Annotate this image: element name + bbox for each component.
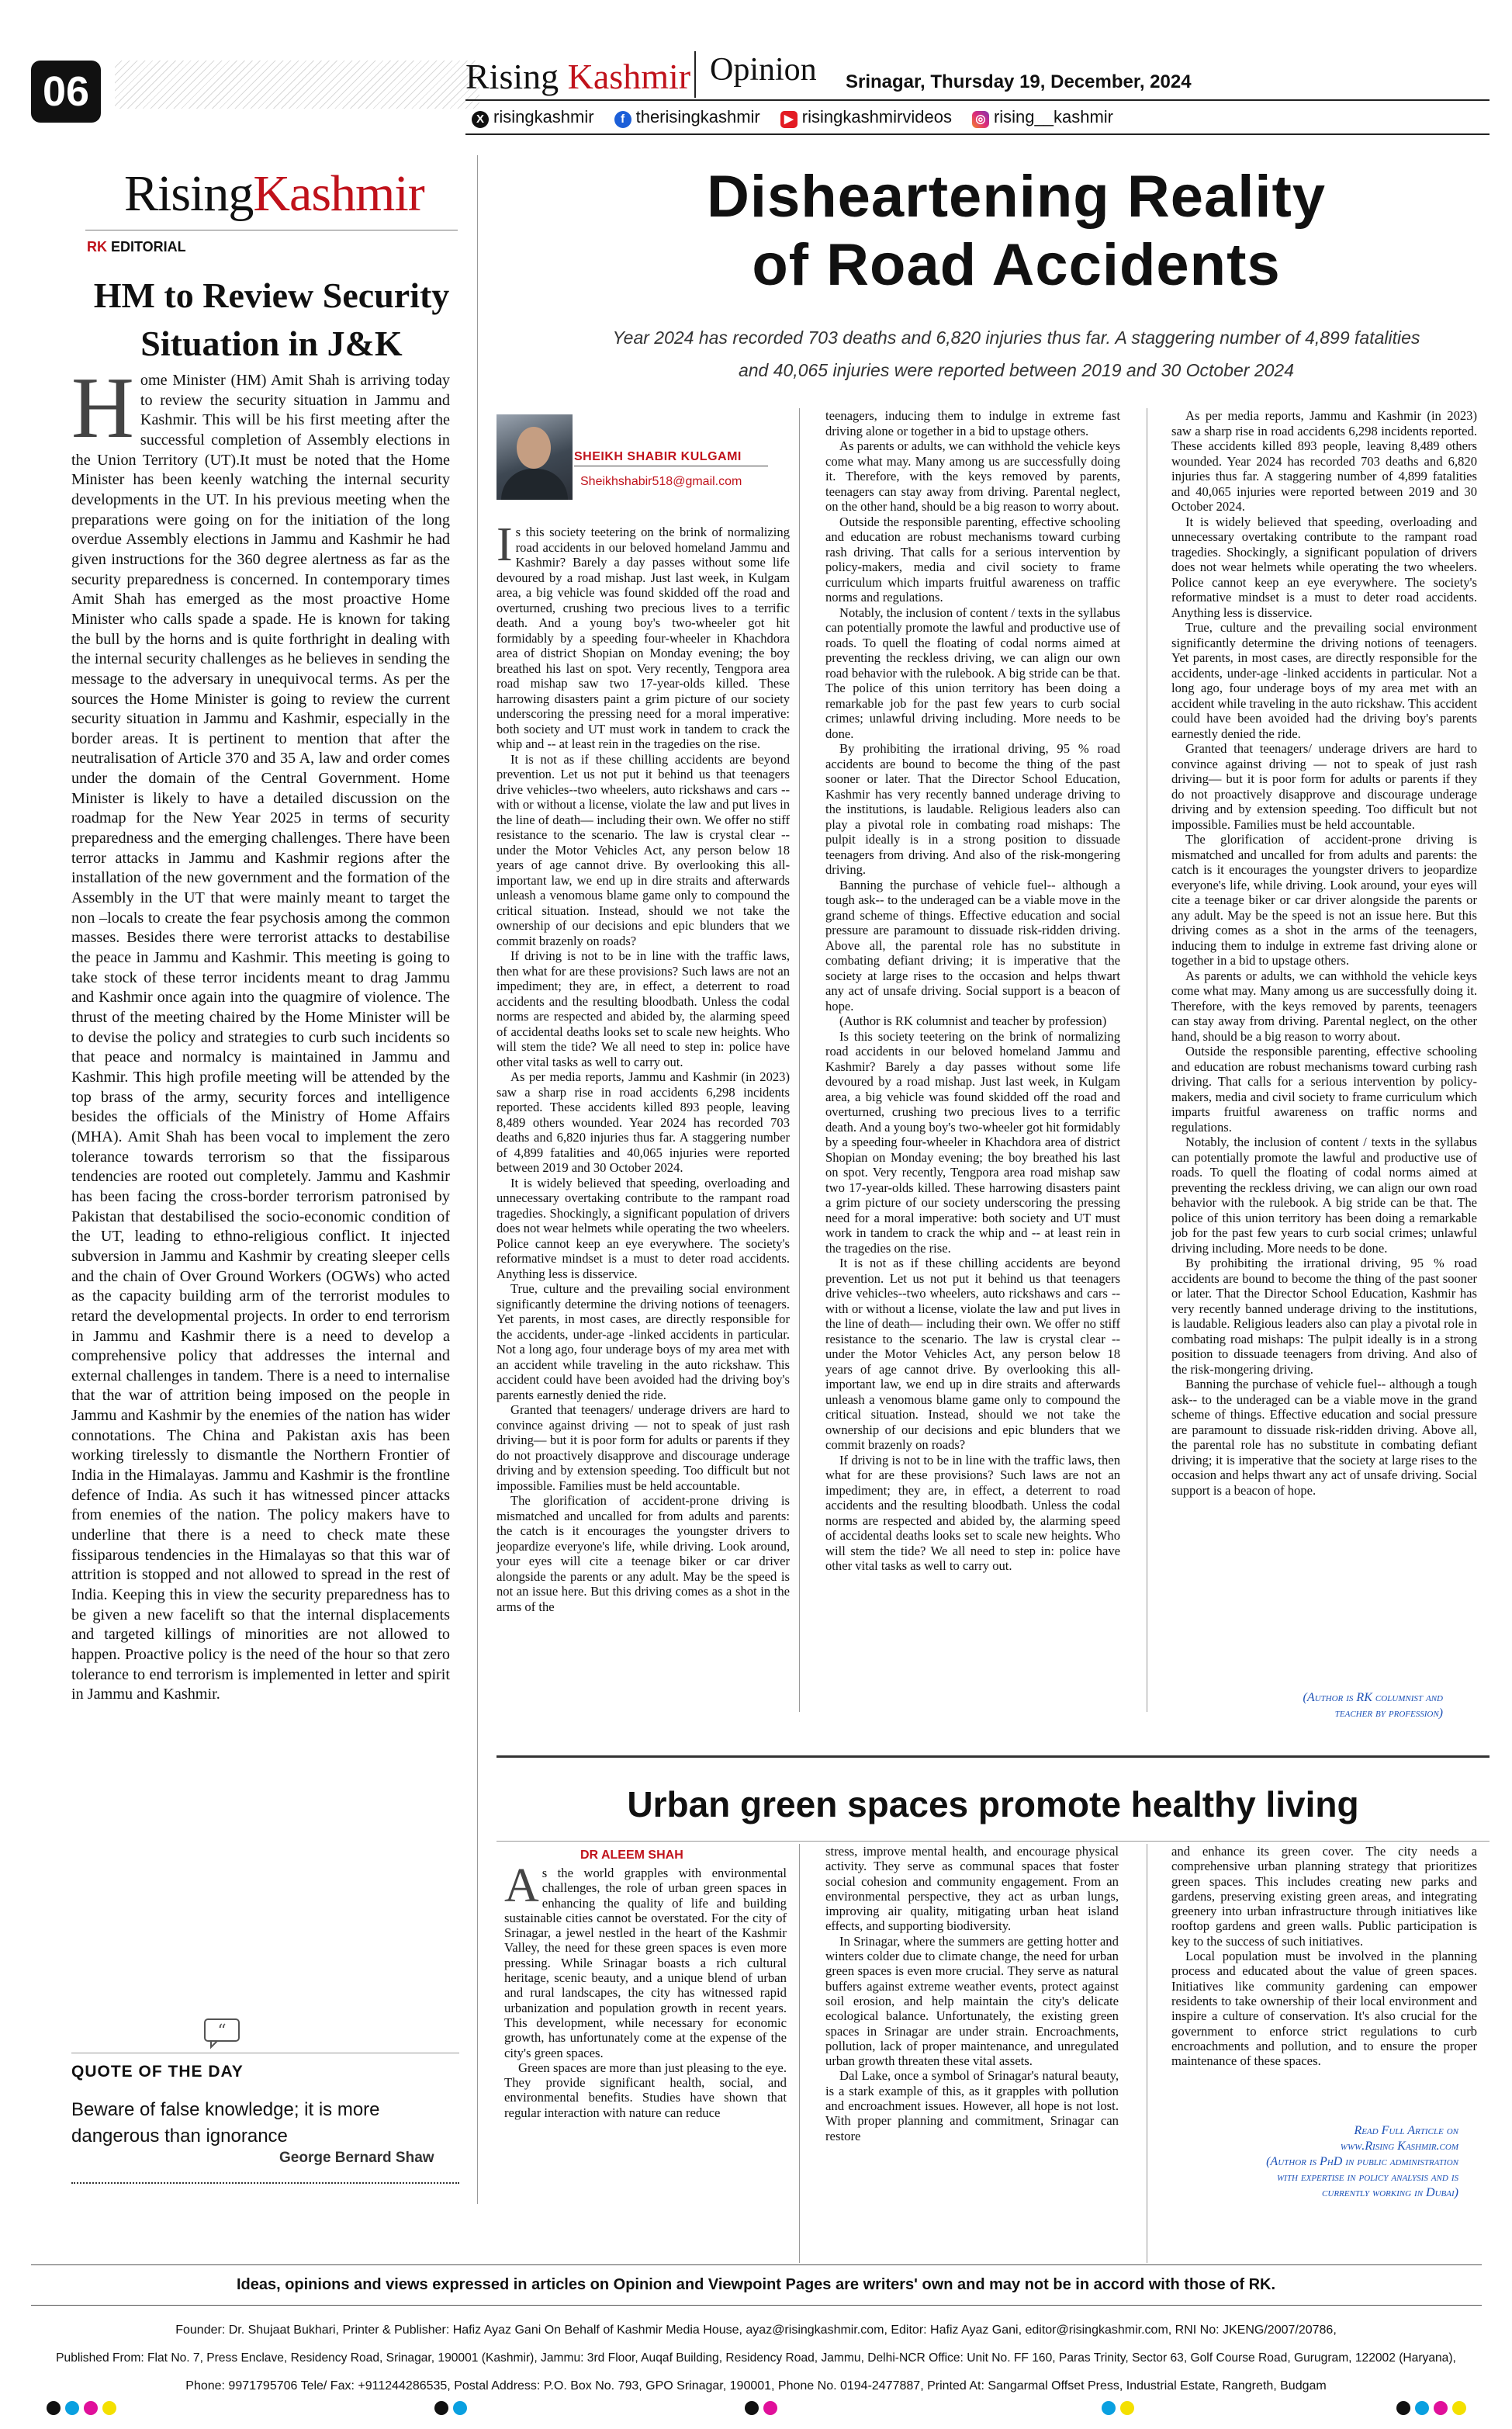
footer-line-3: Phone: 9971795706 Tele/ Fax: +911244286535, Postal Address: P.O. Box No. 793, GPO Srinagar, 190001, Phone No. 0194-2477887, Printed At: Sangarmal Offset Press, Industrial Estate, Rangreth, Budgam (185, 2379, 1327, 2393)
social-links (472, 107, 1113, 128)
svg-text:“: “ (217, 2022, 227, 2041)
author-photo (497, 414, 573, 500)
quote-label: QUOTE OF THE DAY (71, 2063, 244, 2081)
social-facebook[interactable]: f therisingkashmir (614, 107, 760, 128)
youtube-icon: ▶ (780, 111, 798, 128)
section-name: Opinion (710, 52, 817, 88)
registration-marks (0, 2401, 1512, 2417)
footer-rule (31, 2305, 1482, 2306)
article2-column-2: stress, improve mental health, and encourage physical activity. They serve as communal spaces that foster social cohesion and community engagement. From an environmental perspective, they act as urban lungs, improving air quality, mitigating urban heat island effects, and supporting biodiversity. In Srinagar, where the summers are getting hotter and winters colder due to climate change, the need for urban green spaces is even more crucial. They serve as natural buffers against extreme weather events, protect against soil erosion, and help maintain the city's delicate ecological balance. Unfortunately, the existing green spaces in Srinagar are under strain. Encroachments, pollution, lack of proper maintenance, and unregulated urban growth threaten these vital assets. Dal Lake, once a symbol of Srinagar's natural beauty, is a stark example of this, as it grapples with pollution and encroachment issues. However, all hope is not lost. With proper planning and commitment, Srinagar can restore (825, 1844, 1119, 2143)
quote-dotted-rule (71, 2182, 459, 2184)
article2-column-1: As the world grapples with environmental challenges, the role of urban green spaces in enhancing the quality of life and building sustainable cities cannot be overstated. For the city of Srinagar, a jewel nestled in the heart of the Kashmir Valley, the need for these green spaces is even more pressing. While Srinagar boasts a rich cultural heritage, scenic beauty, and a unique blend of urban and rural landscapes, the city has witnessed rapid urbanization and population growth in recent years. This development, while necessary for economic growth, has unfortunately come at the expense of the city's green spaces. Green spaces are more than just pleasing to the eye. They provide significant health, social, and environmental benefits. Studies have shown that regular interaction with nature can reduce (504, 1859, 787, 2120)
quote-text: Beware of false knowledge; it is more dangerous than ignorance (71, 2099, 380, 2147)
editorial-dropcap: H (71, 360, 134, 456)
footer-rule (31, 2264, 1482, 2265)
column-rule (799, 408, 800, 1712)
article-dropcap: I (497, 518, 513, 571)
social-youtube[interactable]: ▶ risingkashmirvideos (780, 107, 952, 128)
footer-disclaimer: Ideas, opinions and views expressed in articles on Opinion and Viewpoint Pages are writers' own and may not be in accord with those of RK. (236, 2276, 1276, 2293)
instagram-icon: ◎ (972, 111, 989, 128)
article2-author-note: Read Full Article on www.Rising Kashmir.com (Author is PhD in public administration with expertise in policy analysis and is currently working in Dubai) (1266, 2124, 1458, 2199)
header-rule-bottom (465, 133, 1490, 135)
page-column-divider (477, 155, 478, 2204)
page-number: 06 (31, 61, 101, 123)
rk-logo: RisingKashmir (124, 165, 424, 222)
x-icon: X (472, 111, 489, 128)
editorial-title: HM to Review Security Situation in J&K (93, 275, 450, 363)
article-author: SHEIKH SHABIR KULGAMI (574, 450, 742, 463)
article-column-1: Is this society teetering on the brink of normalizing road accidents in our beloved homeland Jammu and Kashmir? Barely a day passes without some life devoured by a road mishap. Just last week, in Kulgam area, a big vehicle was found skidded off the road and overturned, crushing two precious lives to a terrific death. And a young boy's two-wheeler got hit formidably by a speeding four-wheeler in Khachdora area of district Shopian on Monday evening; the boy breathed his last on spot. Very recently, Tengpora area road mishap saw two 17-year-olds killed. These harrowing disasters paint a grim picture of our society underscoring the pressing need for a moral imperative: both society and UT must work in tandem to crack the whip and -- at least rein in the tragedies on the rise. It is not as if these chilling accidents are beyond prevention. Let us not put it behind us that teenagers drive vehicles--two wheelers, auto rickshaws and cars -- with or without a license, violate the law and put lives in the line of death— including their own. We offer no stiff resistance to the scenario. The law is crystal clear -- under the Motor Vehicles Act, any person below 18 years of age cannot drive. By overlooking this all-important law, we end up in dire straits and afterwards unleash a venomous blame game only to compound the critical situation. Instead, should we not take the ownership of our decisions and epic blunders that we commit brazenly on roads? If driving is not to be in line with the traffic laws, then what for are these provisions? Such laws are not an impediment; they are, in effect, a deterrent to road accidents and the resulting bloodbath. Unless the codal norms are respected and abided by, the alarming speed of accidental deaths looks set to scale new heights. Who will stem the tide? We all need to step in: police have other vital tasks as well to carry out. As per media reports, Jammu and Kashmir (in 2023) saw a sharp rise in road accidents 6,298 incidents reported. These accidents killed 893 people, leaving 8,489 others wounded. Year 2024 has recorded 703 deaths and 6,820 injuries thus far. A staggering number of 4,899 fatalities and 40,065 injuries were reported between 2019 and 30 October 2024. It is widely believed that speeding, overloading and unnecessary overtaking contribute to the rampant road tragedies. Shockingly, a significant population of drivers does not wear helmets while operating the two wheelers. Police cannot keep an eye everywhere. The society's reformative mindset is a must to deter road accidents. Anything less is disservice. True, culture and the prevailing social environment significantly determine the driving notions of teenagers. Yet parents, in most cases, are directly responsible for the accidents, under-age -linked accidents in particular. Not a long ago, four underage boys of my area met with an accident while traveling in the auto rickshaw. This accident could have been avoided had the driving boy's parents earnestly denied the ride. Granted that teenagers/ underage drivers are hard to convince against driving — not to speak of just rash driving— but it is poor form for adults or parents if they do not proactively disapprove and discourage underage driving and by extension speeding. Too difficult but not impossible. Families must be held accountable. The glorification of accident-prone driving is mismatched and uncalled for from adults and parents: the catch is it encourages the youngster drivers to jeopardize everyone's life, while driving. Look around, your eyes will cite a teenage biker or car driver alongside the parents or any adult. May be the speed is not an issue here. But this driving comes as a shot in the arms of the (497, 518, 790, 1614)
article2-dropcap: A (504, 1859, 539, 1912)
dateline: Srinagar, Thursday 19, December, 2024 (846, 71, 1192, 92)
masthead-first: Rising (465, 57, 568, 96)
article2-top-rule (497, 1755, 1490, 1758)
article2-column-3: and enhance its green cover. The city needs a comprehensive urban planning strategy that prioritizes green spaces. This includes creating new parks and gardens, preserving existing green areas, and integrating greenery into urban infrastructure through initiatives like rooftop gardens and green walls. Public participation is key to the success of such initiatives. Local population must be involved in the planning process and educated about the value of green spaces. Initiatives like community gardening can empower residents to take ownership of their local environment and inspire a culture of conservation. It's also crucial for the government to enforce strict regulations to curb encroachments and pollution, and to ensure the proper maintenance of these spaces. (1171, 1844, 1477, 2069)
article2-title: Urban green spaces promote healthy living (627, 1784, 1359, 1824)
footer-line-1: Founder: Dr. Shujaat Bukhari, Printer & Publisher: Hafiz Ayaz Gani On Behalf of Kashmir Media House, ayaz@risingkashmir.com, Editor: Hafiz Ayaz Gani, editor@risingkashmir.com, RNI No: JKENG/2007/20786, (175, 2323, 1337, 2337)
editorial-body: Home Minister (HM) Amit Shah is arriving today to review the security situation in Jammu and Kashmir. This will be his first meeting after the successful completion of Assembly elections in the Union Territory (UT).It must be noted that the Home Minister has been keenly watching the internal security developments in the UT. In his previous meeting when the preparations were going on for the initiation of the long overdue Assembly elections in Jammu and Kashmir he had given instructions for the 360 degree alertness as far as the security preparedness is concerned. In contemporary times Amit Shah has emerged as the most proactive Home Minister who calls spade a spade. He is known for taking the bull by the horns and is quite forthright in dealing with the internal security challenges as he believes in sending the message to the adversary in unequivocal terms. As per the sources the Home Minister is going to review the current security situation in Jammu and Kashmir, especially in the border areas. It is pertinent to mention that after the neutralisation of Article 370 and 35 A, law and order comes under the domain of the Central Government. Home Minister is likely to have a detailed discussion on the roadmap for the New Year 2025 in terms of security preparedness and the emerging challenges. There have been terror attacks in Jammu and Kashmir regions after the installation of the new government and the formation of the Assembly in the UT that were mainly meant to target the non –locals to create the fear psychosis among the common masses. Besides there were terrorist attacks to destabilise the peace in Jammu and Kashmir. This meeting is going to take stock of these terror incidents meant to drag Jammu and Kashmir once again into the quagmire of violence. The thrust of the meeting chaired by the Home Minister will be to devise the policy and strategies to curb such incidents so that peace and normalcy is maintained in Jammu and Kashmir. This high profile meeting will be attended by the top brass of the army, security forces and intelligence besides the officials of the Ministry of Home Affairs (MHA). Amit Shah has been vocal to implement the zero tolerance towards terrorism so that the fissiparous tendencies are rooted out completely. Jammu and Kashmir has been facing the cross-border terrorism patronised by Pakistan that destabilised the socio-economic condition of the UT, leading to ethno-religious conflict. It injected subversion in Jammu and Kashmir by creating sleeper cells and the chain of Over Ground Workers (OGWs) who acted as the capacity building arm of the terrorist modules to retard the developmental projects. In order to end terrorism in Jammu and Kashmir there is a need to develop a comprehensive policy that addresses the internal and external challenges in tandem. There is a need to internalise that the war of attrition being imposed on the people in Jammu and Kashmir by the enemies of the nation has wider connotations. The China and Pakistan axis has been working tirelessly to dismantle the Northern Frontier of India in the Himalayas. Jammu and Kashmir is the frontline defence of India. As such it has witnessed pincer attacks from enemies of the nation. The policy makers have to underline that there is a need to check mate these fissiparous tendencies in the Himalayas so that this war of attrition is stopped and not allowed to spread in the rest of India. Keeping this in view the security preparedness has to be given a new facelift so that the internal displacements and targeted killings of minorities are not allowed to happen. Proactive policy is the need of the hour so that zero tolerance to end terrorism is implemented in letter and spirit in Jammu and Kashmir. (71, 360, 450, 1703)
article-subtitle: Year 2024 has recorded 703 deaths and 6,820 injuries thus far. A staggering number of 4,899 fatalities and 40,065 injuries were reported between 2019 and 30 October 2024 (612, 327, 1420, 380)
quote-icon (203, 2018, 240, 2049)
article2-rule (497, 1841, 1490, 1842)
masthead-second: Kashmir (567, 57, 691, 96)
editorial-label: RK EDITORIAL (87, 239, 186, 255)
article-author-note: (Author is RK columnist and teacher by profession) (1303, 1691, 1443, 1720)
article-title: Disheartening Reality of Road Accidents (706, 164, 1327, 298)
article-column-2: teenagers, inducing them to indulge in extreme fast driving alone or together in a bid to upstage others. As parents or adults, we can withhold the vehicle keys come what may. Many among us are successfully doing it. Therefore, with the keys removed by parents, teenagers can stay away from driving. Parental neglect, on the other hand, should be a big reason to worry about. Outside the responsible parenting, effective schooling and education are robust mechanisms toward curbing rash driving. That calls for a serious intervention by policy-makers, media and civil society to frame curriculum which imparts fruitful awareness on traffic norms and regulations. Notably, the inclusion of content / texts in the syllabus can potentially promote the lawful and productive use of roads. To quell the floating of codal norms aimed at preventing the reckless driving, we can align our own road behavior with the rulebook. A big stride can be that. The police of this union territory has been doing a remarkable job for the past few years to curb social crimes; unlawful driving including. More needs to be done. By prohibiting the irrational driving, 95 % road accidents are bound to become the thing of the past sooner or later. That the Director School Education, Kashmir has very recently banned underage driving to the institutions, is laudable. Religious leaders also can play a pivotal role in combating road mishaps: The pulpit ideally is in a strong position to dissuade teenagers from driving. And also of the risk-mongering driving. Banning the purchase of vehicle fuel-- although a tough ask-- to the underaged can be a viable move in the grand scheme of things. Effective education and social pressure are paramount to dissuade risk-ridden driving. Above all, the parental role has no substitute in combating defiant driving; it is imperative that the society at large rises to the occasion and helps thwart any act of unsafe driving. Social support is a beacon of hope. (Author is RK columnist and teacher by profession) Is this society teetering on the brink of normalizing road accidents in our beloved homeland Jammu and Kashmir? Barely a day passes without some life devoured by a road mishap. Just last week, in Kulgam area, a big vehicle was found skidded off the road and overturned, crushing two precious lives to a terrific death. And a young boy's two-wheeler got hit formidably by a speeding four-wheeler in Khachdora area of district Shopian on Monday evening; the boy breathed his last on spot. Very recently, Tengpora area road mishap saw two 17-year-olds killed. These harrowing disasters paint a grim picture of our society underscoring the pressing need for a moral imperative: both society and UT must work in tandem to crack the whip and -- at least rein in the tragedies on the rise. It is not as if these chilling accidents are beyond prevention. Let us not put it behind us that teenagers drive vehicles--two wheelers, auto rickshaws and cars -- with or without a license, violate the law and put lives in the line of death— including their own. We offer no stiff resistance to the scenario. The law is crystal clear -- under the Motor Vehicles Act, any person below 18 years of age cannot drive. By overlooking this all-important law, we end up in dire straits and afterwards unleash a venomous blame game only to compound the critical situation. Instead, should we not take the ownership of our decisions and epic blunders that we commit brazenly on roads? If driving is not to be in line with the traffic laws, then what for are these provisions? Such laws are not an impediment; they are, in effect, a deterrent to road accidents and the resulting bloodbath. Unless the codal norms are respected and abided by, the alarming speed of accidental deaths looks set to scale new heights. Who will stem the tide? We all need to step in: police have other vital tasks as well to carry out. (825, 408, 1120, 1573)
article-email[interactable]: Sheikhshabir518@gmail.com (580, 475, 742, 488)
social-x[interactable]: X risingkashmir (472, 107, 594, 128)
column-rule (799, 1844, 800, 2263)
quote-author: George Bernard Shaw (279, 2150, 434, 2166)
header-rule (465, 99, 1490, 101)
masthead-divider (694, 51, 696, 98)
header-hatch-decoration (115, 61, 479, 109)
article-column-3: As per media reports, Jammu and Kashmir (in 2023) saw a sharp rise in road accidents 6,298 incidents reported. These accidents killed 893 people, leaving 8,489 others wounded. Year 2024 has recorded 703 deaths and 6,820 injuries thus far. A staggering number of 4,899 fatalities and 40,065 injuries were reported between 2019 and 30 October 2024. It is widely believed that speeding, overloading and unnecessary overtaking contribute to the rampant road tragedies. Shockingly, a significant population of drivers does not wear helmets while operating the two wheelers. Police cannot keep an eye everywhere. The society's reformative mindset is a must to deter road accidents. Anything less is disservice. True, culture and the prevailing social environment significantly determine the driving notions of teenagers. Yet parents, in most cases, are directly responsible for the accidents, under-age -linked accidents in particular. Not a long ago, four underage boys of my area met with an accident while traveling in the auto rickshaw. This accident could have been avoided had the driving boy's parents earnestly denied the ride. Granted that teenagers/ underage drivers are hard to convince against driving — not to speak of just rash driving— but it is poor form for adults or parents if they do not proactively disapprove and discourage underage driving and by extension speeding. Too difficult but not impossible. Families must be held accountable. The glorification of accident-prone driving is mismatched and uncalled for from adults and parents: the catch is it encourages the youngster drivers to jeopardize everyone's life, while driving. Look around, your eyes will cite a teenage biker or car driver alongside the parents or any adult. May be the speed is not an issue here. But this driving comes as a shot in the arms of the teenagers, inducing them to indulge in extreme fast driving alone or together in a bid to upstage others. As parents or adults, we can withhold the vehicle keys come what may. Many among us are successfully doing it. Therefore, with the keys removed by parents, teenagers can stay away from driving. Parental neglect, on the other hand, should be a big reason to worry about. Outside the responsible parenting, effective schooling and education are robust mechanisms toward curbing rash driving. That calls for a serious intervention by policy-makers, media and civil society to frame curriculum which imparts fruitful awareness on traffic norms and regulations. Notably, the inclusion of content / texts in the syllabus can potentially promote the lawful and productive use of roads. To quell the floating of codal norms aimed at preventing the reckless driving, we can align our own road behavior with the rulebook. A big stride can be that. The police of this union territory has been doing a remarkable job for the past few years to curb social crimes; unlawful driving including. More needs to be done. By prohibiting the irrational driving, 95 % road accidents are bound to become the thing of the past sooner or later. That the Director School Education, Kashmir has very recently banned underage driving to the institutions, is laudable. Religious leaders also can play a pivotal role in combating road mishaps: The pulpit ideally is in a strong position to dissuade teenagers from driving. And also of the risk-mongering driving. Banning the purchase of vehicle fuel-- although a tough ask-- to the underaged can be a viable move in the grand scheme of things. Effective education and social pressure are paramount to dissuade risk-ridden driving. Above all, the parental role has no substitute in combating defiant driving; it is imperative that the society at large rises to the occasion and helps thwart any act of unsafe driving. Social support is a beacon of hope. (1171, 408, 1477, 1498)
article2-author: DR ALEEM SHAH (580, 1849, 683, 1862)
footer-line-2: Published From: Flat No. 7, Press Enclave, Residency Road, Srinagar, 190001 (Kashmir), Jammu: 3rd Floor, Auqaf Building, Residency Road, Jammu, Delhi-NCR Office: Unit No. FF 160, Paras Trinity, Sector 63, Golf Course Road, Gurugram, 122002 (Haryana), (56, 2351, 1456, 2365)
social-instagram[interactable]: ◎ rising__kashmir (972, 107, 1113, 128)
facebook-icon: f (614, 111, 631, 128)
masthead (465, 56, 690, 97)
